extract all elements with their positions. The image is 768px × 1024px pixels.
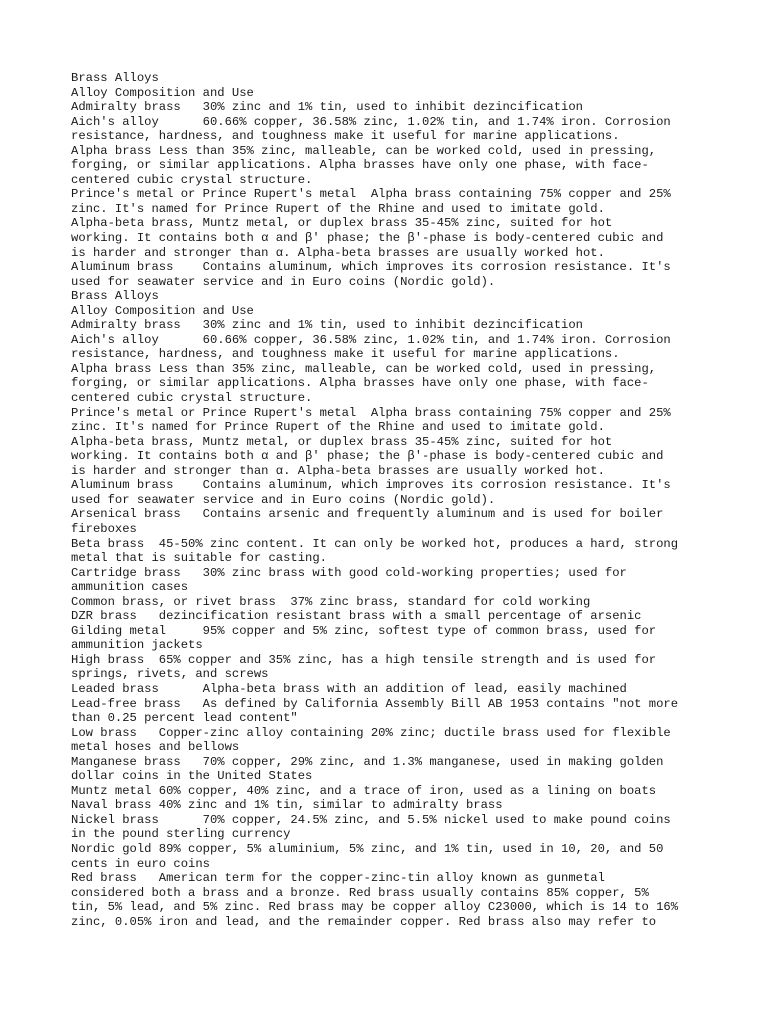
text-line: Brass Alloys	[71, 289, 159, 304]
text-line: Aich's alloy 60.66% copper, 36.58% zinc, 1.02% tin, and 1.74% iron. Corrosion	[71, 114, 671, 129]
text-line: forging, or similar applications. Alpha brasses have only one phase, with face-	[71, 158, 649, 173]
text-line: Alpha-beta brass, Muntz metal, or duplex brass 35-45% zinc, suited for hot	[71, 434, 613, 449]
text-line: in the pound sterling currency	[71, 827, 291, 842]
text-line: Nickel brass 70% copper, 24.5% zinc, and 5.5% nickel used to make pound coins	[71, 812, 671, 827]
text-line: fireboxes	[71, 521, 137, 536]
text-line: Cartridge brass 30% zinc brass with good cold-working properties; used for	[71, 565, 627, 580]
text-line: metal hoses and bellows	[71, 740, 240, 755]
text-line: Nordic gold 89% copper, 5% aluminium, 5% zinc, and 1% tin, used in 10, 20, and 50	[71, 841, 664, 856]
text-line: Prince's metal or Prince Rupert's metal Alpha brass containing 75% copper and 25%	[71, 405, 671, 420]
text-line: working. It contains both α and β' phase; the β'-phase is body-centered cubic and	[71, 449, 664, 464]
text-line: Naval brass 40% zinc and 1% tin, similar to admiralty brass	[71, 798, 503, 813]
text-line: metal that is suitable for casting.	[71, 551, 327, 566]
text-line: Muntz metal 60% copper, 40% zinc, and a trace of iron, used as a lining on boats	[71, 783, 657, 798]
text-line: centered cubic crystal structure.	[71, 391, 313, 406]
text-line: working. It contains both α and β' phase; the β'-phase is body-centered cubic and	[71, 231, 664, 246]
text-line: used for seawater service and in Euro coins (Nordic gold).	[71, 274, 496, 289]
text-line: springs, rivets, and screws	[71, 667, 269, 682]
text-line: Alpha-beta brass, Muntz metal, or duplex brass 35-45% zinc, suited for hot	[71, 216, 613, 231]
text-line: centered cubic crystal structure.	[71, 172, 313, 187]
text-line: DZR brass dezincification resistant brass with a small percentage of arsenic	[71, 609, 642, 624]
text-line: Low brass Copper-zinc alloy containing 20% zinc; ductile brass used for flexible	[71, 725, 671, 740]
text-line: Leaded brass Alpha-beta brass with an addition of lead, easily machined	[71, 681, 627, 696]
text-line: considered both a brass and a bronze. Red brass usually contains 85% copper, 5%	[71, 885, 649, 900]
text-line: is harder and stronger than α. Alpha-beta brasses are usually worked hot.	[71, 245, 605, 260]
text-line: ammunition jackets	[71, 638, 203, 653]
text-line: Prince's metal or Prince Rupert's metal Alpha brass containing 75% copper and 25%	[71, 187, 671, 202]
text-line: Red brass American term for the copper-zinc-tin alloy known as gunmetal	[71, 871, 605, 886]
text-line: ammunition cases	[71, 580, 189, 595]
text-line: resistance, hardness, and toughness make it useful for marine applications.	[71, 347, 620, 362]
text-line: Admiralty brass 30% zinc and 1% tin, used to inhibit dezincification	[71, 100, 583, 115]
text-line: High brass 65% copper and 35% zinc, has a high tensile strength and is used for	[71, 652, 657, 667]
text-line: zinc. It's named for Prince Rupert of the Rhine and used to imitate gold.	[71, 201, 605, 216]
text-line: is harder and stronger than α. Alpha-beta brasses are usually worked hot.	[71, 463, 605, 478]
text-line: Gilding metal 95% copper and 5% zinc, softest type of common brass, used for	[71, 623, 657, 638]
text-line: Common brass, or rivet brass 37% zinc brass, standard for cold working	[71, 594, 591, 609]
text-line: cents in euro coins	[71, 856, 210, 871]
text-line: Alpha brass Less than 35% zinc, malleable, can be worked cold, used in pressing,	[71, 361, 657, 376]
text-line: zinc. It's named for Prince Rupert of the Rhine and used to imitate gold.	[71, 420, 605, 435]
text-line: Brass Alloys	[71, 71, 159, 85]
text-line: tin, 5% lead, and 5% zinc. Red brass may be copper alloy C23000, which is 14 to 16%	[71, 900, 679, 915]
text-line: forging, or similar applications. Alpha brasses have only one phase, with face-	[71, 376, 649, 391]
text-line: Aluminum brass Contains aluminum, which improves its corrosion resistance. It's	[71, 260, 671, 275]
text-line: zinc, 0.05% iron and lead, and the remainder copper. Red brass also may refer to	[71, 914, 657, 929]
text-line: Aluminum brass Contains aluminum, which improves its corrosion resistance. It's	[71, 478, 671, 493]
text-line: Lead-free brass As defined by California Assembly Bill AB 1953 contains "not more	[71, 696, 679, 711]
text-line: Aich's alloy 60.66% copper, 36.58% zinc, 1.02% tin, and 1.74% iron. Corrosion	[71, 332, 671, 347]
text-line: than 0.25 percent lead content"	[71, 711, 298, 726]
text-line: Alloy Composition and Use	[71, 303, 254, 318]
text-line: dollar coins in the United States	[71, 769, 313, 784]
document-body	[71, 71, 711, 929]
text-line: resistance, hardness, and toughness make it useful for marine applications.	[71, 129, 620, 144]
text-line: Admiralty brass 30% zinc and 1% tin, used to inhibit dezincification	[71, 318, 583, 333]
text-line: used for seawater service and in Euro coins (Nordic gold).	[71, 492, 496, 507]
text-line: Beta brass 45-50% zinc content. It can only be worked hot, produces a hard, strong	[71, 536, 679, 551]
text-line: Alloy Composition and Use	[71, 85, 254, 100]
text-line: Alpha brass Less than 35% zinc, malleable, can be worked cold, used in pressing,	[71, 143, 657, 158]
text-line: Arsenical brass Contains arsenic and frequently aluminum and is used for boiler	[71, 507, 664, 522]
text-line: Manganese brass 70% copper, 29% zinc, and 1.3% manganese, used in making golden	[71, 754, 664, 769]
